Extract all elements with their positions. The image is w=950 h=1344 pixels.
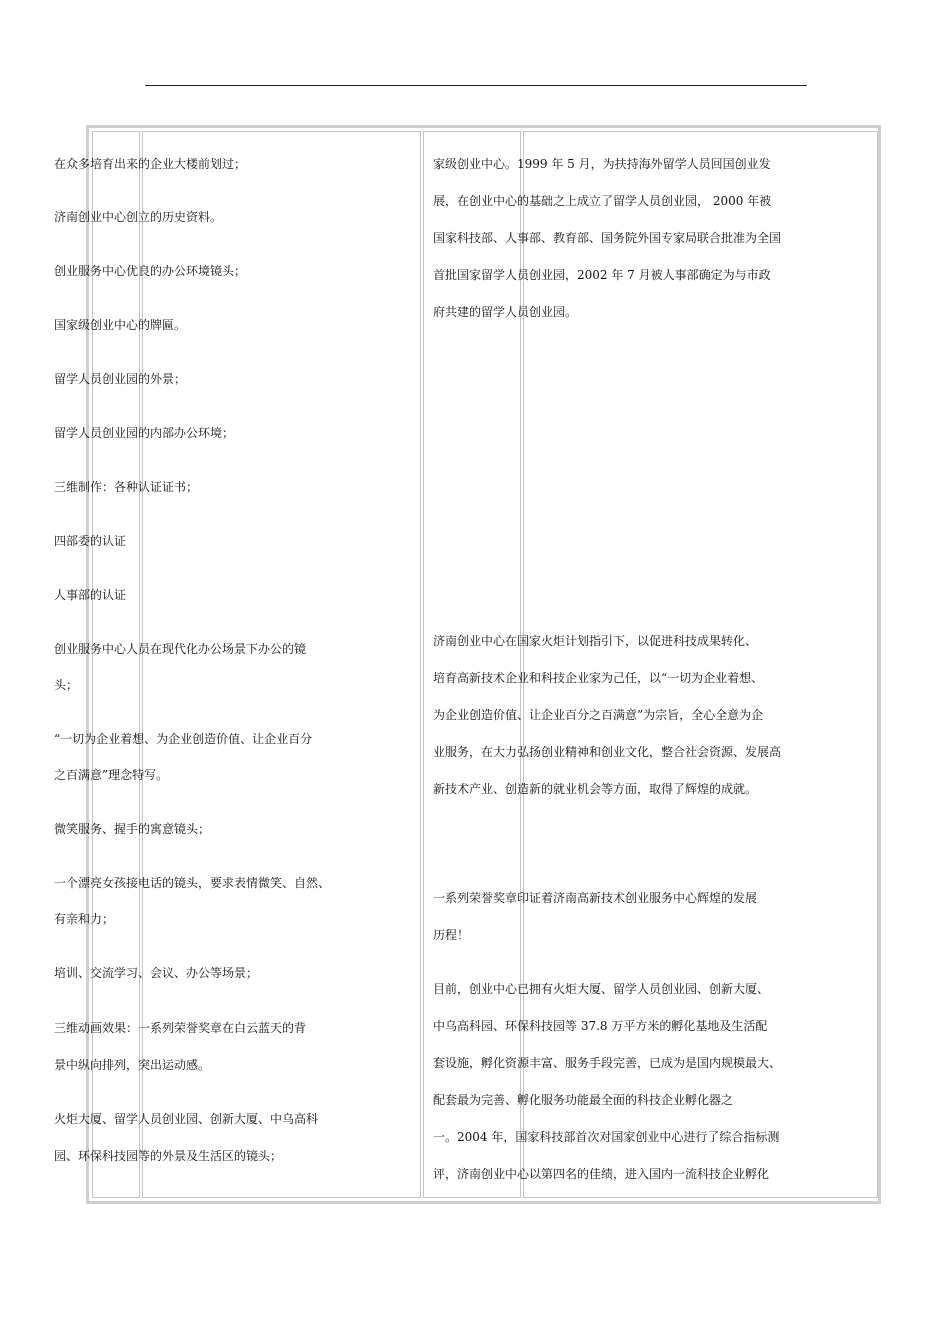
- visual-line: 培训、交流学习、会议、办公等场景；: [54, 966, 259, 980]
- visual-line: 创业服务中心人员在现代化办公场景下办公的镜: [54, 642, 307, 656]
- visual-line: 四部委的认证: [54, 534, 127, 548]
- visual-line: 三维制作：各种认证证书；: [54, 480, 199, 494]
- visual-line: 留学人员创业园的内部办公环境；: [54, 426, 235, 440]
- visual-line: 微笑服务、握手的寓意镜头；: [54, 822, 211, 836]
- visual-line: 国家级创业中心的牌匾。: [54, 318, 187, 332]
- narration-line: 配套最为完善、孵化服务功能最全面的科技企业孵化器之: [433, 1093, 734, 1107]
- narration-line: 为企业创造价值、让企业百分之百满意”为宗旨，全心全意为企: [433, 708, 764, 722]
- visual-line: 留学人员创业园的外景；: [54, 372, 187, 386]
- narration-line: 展，在创业中心的基础之上成立了留学人员创业园， 2000 年被: [433, 194, 772, 208]
- narration-line: 一系列荣誉奖章印证着济南高新技术创业服务中心辉煌的发展: [433, 891, 758, 905]
- visual-line: 园、环保科技园等的外景及生活区的镜头；: [54, 1149, 283, 1163]
- visual-line: 三维动画效果：一系列荣誉奖章在白云蓝天的背: [54, 1021, 307, 1035]
- visual-line: 在众多培育出来的企业大楼前划过；: [54, 157, 247, 171]
- header-rule: [145, 85, 807, 86]
- script-table: [86, 125, 881, 1204]
- narration-line: 历程！: [433, 928, 470, 942]
- table-cell-narration: [523, 131, 878, 1198]
- narration-line: 评，济南创业中心以第四名的佳绩，进入国内一流科技企业孵化: [433, 1167, 770, 1181]
- narration-line: 首批国家留学人员创业园，2002 年 7 月被人事部确定为与市政: [433, 268, 771, 282]
- visual-line: “一切为企业着想、为企业创造价值、让企业百分: [54, 732, 313, 746]
- visual-line: 之百满意”理念特写。: [54, 768, 169, 782]
- narration-line: 府共建的留学人员创业园。: [433, 305, 578, 319]
- visual-line: 有亲和力；: [54, 912, 115, 926]
- narration-line: 业服务，在大力弘扬创业精神和创业文化，整合社会资源、发展高: [433, 745, 782, 759]
- narration-line: 家级创业中心。1999 年 5 月，为扶持海外留学人员回国创业发: [433, 157, 771, 171]
- narration-line: 目前，创业中心已拥有火炬大厦、留学人员创业园、创新大厦、: [433, 982, 770, 996]
- narration-line: 济南创业中心在国家火炬计划指引下，以促进科技成果转化、: [433, 634, 758, 648]
- visual-line: 济南创业中心创立的历史资料。: [54, 210, 223, 224]
- table-cell-blank-1: [92, 131, 140, 1198]
- visual-line: 头；: [54, 678, 79, 692]
- table-cell-visual-description: [142, 131, 421, 1198]
- narration-line: 新技术产业、创造新的就业机会等方面，取得了辉煌的成就。: [433, 782, 758, 796]
- visual-line: 景中纵向排列，突出运动感。: [54, 1058, 211, 1072]
- narration-line: 国家科技部、人事部、教育部、国务院外国专家局联合批准为全国: [433, 231, 782, 245]
- visual-line: 人事部的认证: [54, 588, 127, 602]
- narration-line: 中乌高科园、环保科技园等 37.8 万平方米的孵化基地及生活配: [433, 1019, 768, 1033]
- narration-line: 一。2004 年，国家科技部首次对国家创业中心进行了综合指标测: [433, 1130, 780, 1144]
- narration-line: 套设施，孵化资源丰富、服务手段完善，已成为是国内规模最大、: [433, 1056, 782, 1070]
- visual-line: 一个漂亮女孩接电话的镜头，要求表情微笑、自然、: [54, 876, 331, 890]
- visual-line: 创业服务中心优良的办公环境镜头；: [54, 264, 247, 278]
- table-cell-blank-2: [423, 131, 521, 1198]
- narration-line: 培育高新技术企业和科技企业家为己任，以“一切为企业着想、: [433, 671, 764, 685]
- visual-line: 火炬大厦、留学人员创业园、创新大厦、中乌高科: [54, 1112, 319, 1126]
